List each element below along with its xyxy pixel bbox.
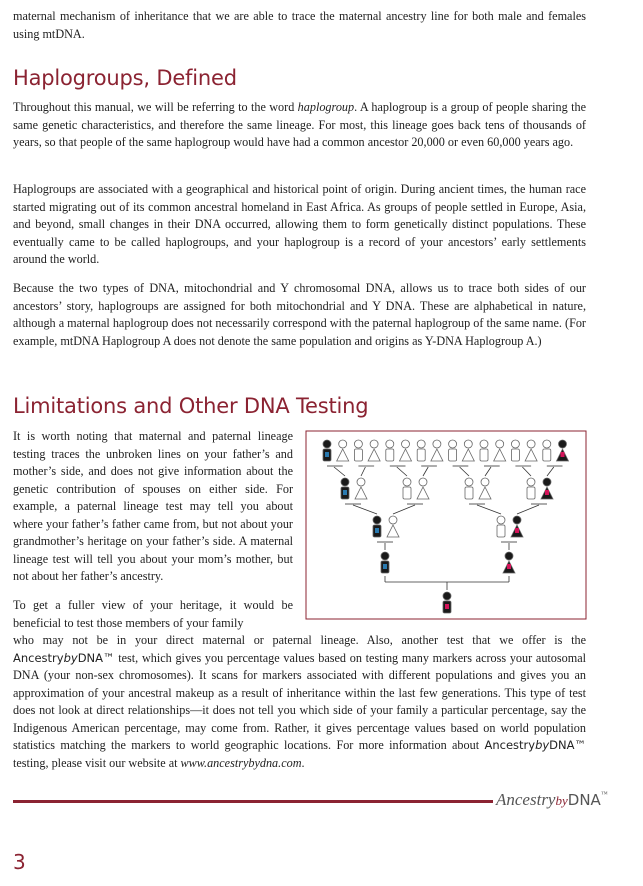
female-figure-head [389,516,397,524]
term-haplogroup: haplogroup [297,100,355,114]
brand-name [484,738,586,752]
paragraph-fuller-view-continued [13,632,586,772]
female-figure-body [337,449,349,461]
dna-marker [545,490,549,495]
website-link[interactable]: www.ancestrybydna.com [180,755,302,770]
female-figure-head [433,440,441,448]
female-figure-head [339,440,347,448]
male-figure-head [497,516,505,524]
female-figure-body [387,525,399,537]
brand-part: Ancestry [484,738,536,752]
male-figure-head [480,440,488,448]
paragraph-haplogroup-definition [13,99,586,152]
logo-part: DNA [567,791,601,809]
male-figure-head [449,440,457,448]
male-figure-head [465,478,473,486]
male-figure-body [527,487,535,499]
male-figure-body [465,487,473,499]
female-figure-head [559,440,567,448]
dna-marker [561,452,565,457]
female-figure-body [525,449,537,461]
brand-part: DNA™ [549,738,586,752]
female-figure-head [464,440,472,448]
dna-marker [515,528,519,533]
female-figure-head [505,552,513,560]
male-figure-head [381,552,389,560]
female-figure-body [368,449,380,461]
intro-paragraph: maternal mechanism of inheritance that we are able to trace the maternal ancestry line for both male and females using mtDNA. [13,9,586,41]
brand-part: Ancestry [13,650,64,665]
male-figure-head [511,440,519,448]
dna-marker [383,564,387,569]
male-figure-head [323,440,331,448]
connector-line [522,467,531,476]
male-figure-head [527,478,535,486]
male-figure-head [417,440,425,448]
text-span: test, which gives you percentage values based on testing many markers across your autosomal DNA (your non-sex chromosomes). It scans for markers associated with different populations and gives you an approximation of your ancestral makeup as a result of inheritance within the last few generations. This type of test does not look at direct relationships—it does not tell you which side of your family a particular percentage, say the Indigenous American percentage, may come from. Rather, it gives percentage values based on world population statistics matching the markers to world geographic locations. For more information about [13,650,586,752]
female-figure-head [513,516,521,524]
text-span: . A haplogroup is a group of people sharing the same genetic characteristics, and therefore the same lineage. For most, this lineage goes back tens of thousands of years, so that people of the same haplogroup would have had a common ancestor 20,000 or even 60,000 years ago. [13,100,586,149]
connector-line [460,467,469,476]
dna-marker [445,604,449,609]
female-figure-head [419,478,427,486]
female-figure-head [357,478,365,486]
paragraph-limitations: It is worth noting that maternal and paternal lineage testing traces the unbroken lines on your father’s and mother’s side, and does not give information about the genetic contribution of spouses on either side. For example, a paternal lineage test may tell you about where your father’s father came from, but not about your grandmother’s heritage on your father’s side. A maternal lineage test will tell you about your mom’s mother, but not about her father’s ancestry. [13,429,293,583]
female-figure-body [355,487,367,499]
female-figure-body [431,449,443,461]
connector-line [485,467,491,476]
connector-line [477,505,501,514]
paragraph-haplogroup-origin: Haplogroups are associated with a geographical and historical point of origin. During ancient times, the human race started migrating out of its common ancestral homeland in East Africa. As groups of people settled in Europe, Asia, and beyond, small changes in their DNA occurred, allowing them to form genetically distinct populations. These eventually came to be called haplogroups, and your haplogroup is a record of your ancestors’ early settlements around the world. [13,182,586,266]
male-figure-body [511,449,519,461]
male-figure-body [403,487,411,499]
logo-part: Ancestry [496,790,556,809]
family-tree-diagram [305,430,587,620]
connector-line [397,467,407,476]
footer-rule [13,800,493,803]
text-span: testing, please visit our website at [13,755,181,770]
male-figure-body [480,449,488,461]
female-figure-head [496,440,504,448]
dna-marker [343,490,347,495]
connector-line [517,505,539,514]
male-figure-head [543,440,551,448]
male-figure-head [403,478,411,486]
male-figure-body [497,525,505,537]
paragraph-fuller-view-start: To get a fuller view of your heritage, it would be beneficial to test those members of your family [13,598,293,630]
brand-part: DNA™ [77,650,115,665]
male-figure-body [543,449,551,461]
brand-part: by [535,738,550,752]
connector-line [334,467,345,476]
female-figure-body [400,449,412,461]
male-figure-head [386,440,394,448]
female-figure-head [543,478,551,486]
connector-line [423,467,428,476]
dna-marker [507,564,511,569]
male-figure-head [354,440,362,448]
male-figure-body [417,449,425,461]
page-number: 3 [13,850,26,874]
paragraph-haplogroup-types: Because the two types of DNA, mitochondrial and Y chromosomal DNA, allows us to trace both sides of our ancestors’ story, haplogroups are assigned for both mitochondrial and Y DNA. These are alphabetical in nature, although a maternal haplogroup does not necessarily correspond with the paternal haplogroup of the same name. (For example, mtDNA Haplogroup A does not denote the same population and origins as Y-DNA Haplogroup A.) [13,281,586,348]
section-heading-limitations: Limitations and Other DNA Testing [13,394,369,418]
section-heading-haplogroups: Haplogroups, Defined [13,66,237,90]
female-figure-body [494,449,506,461]
connector-line [361,467,365,476]
logo-part: ™ [600,790,608,798]
brand-name [13,651,115,665]
connector-line [547,467,554,476]
connector-line [353,505,377,514]
female-figure-body [479,487,491,499]
logo-part: by [555,793,568,808]
male-figure-body [354,449,362,461]
dna-marker [375,528,379,533]
female-figure-head [481,478,489,486]
male-figure-body [386,449,394,461]
female-figure-head [370,440,378,448]
female-figure-head [402,440,410,448]
male-figure-head [341,478,349,486]
female-figure-body [417,487,429,499]
female-figure-head [527,440,535,448]
female-figure-body [462,449,474,461]
text-span: . [301,755,305,770]
male-figure-body [449,449,457,461]
dna-marker [325,452,329,457]
male-figure-head [443,592,451,600]
text-span: who may not be in your direct maternal or paternal lineage. Also, another test that we offer is the [13,633,586,647]
male-figure-head [373,516,381,524]
brand-logo [496,790,608,810]
text-span: Throughout this manual, we will be referring to the word [13,100,298,114]
brand-part: by [63,650,78,665]
connector-line [393,505,415,514]
